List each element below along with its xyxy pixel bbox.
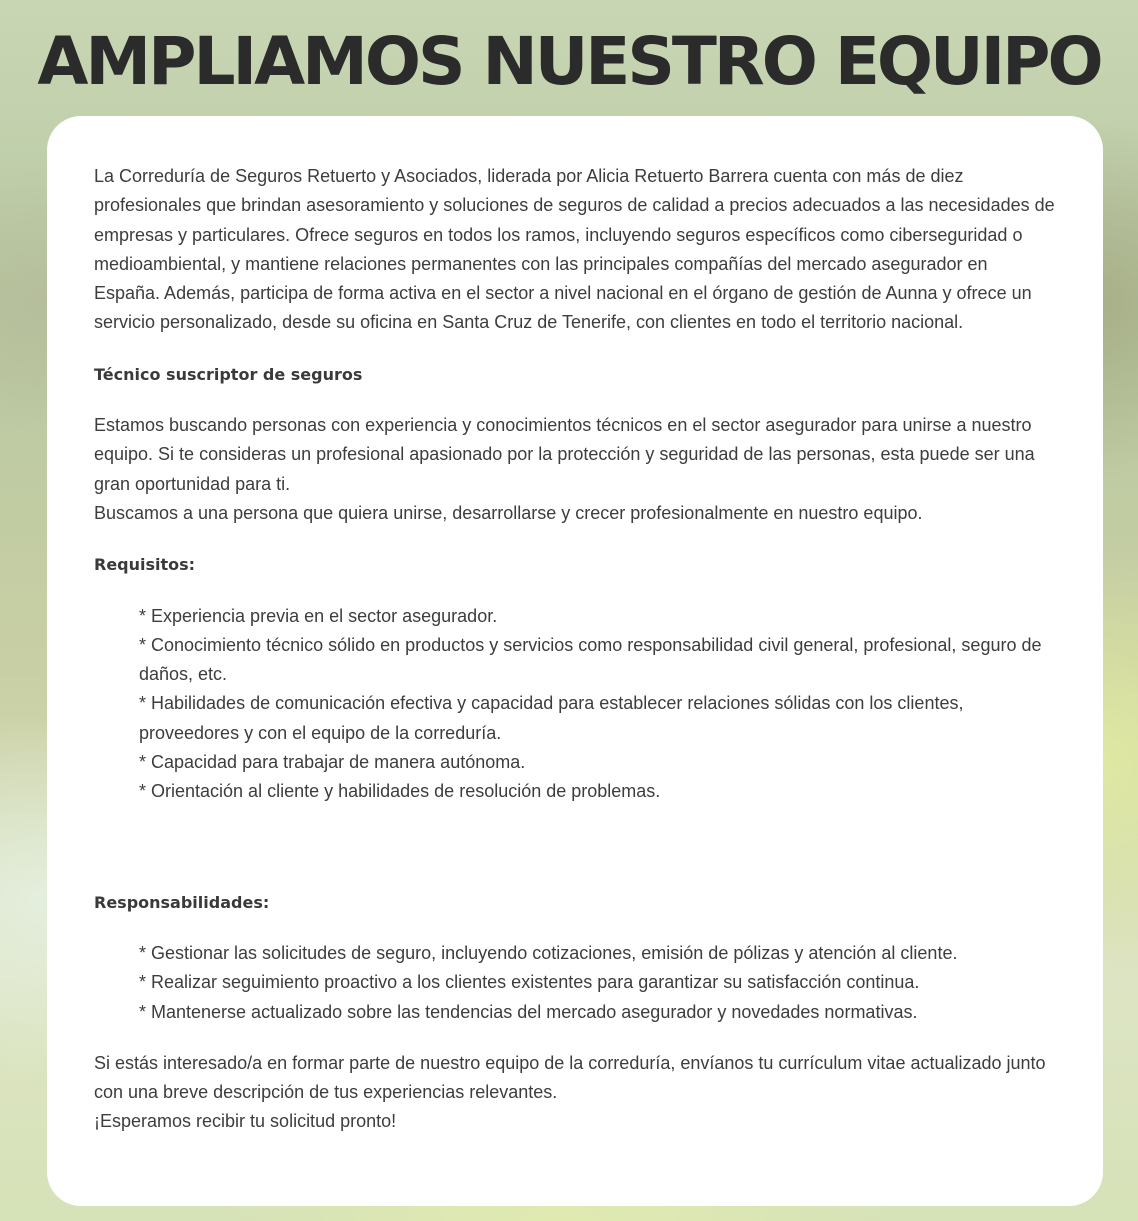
- list-item: * Gestionar las solicitudes de seguro, incluyendo cotizaciones, emisión de pólizas y atención al cliente.: [139, 942, 958, 963]
- list-item: * Capacidad para trabajar de manera autónoma.: [139, 752, 526, 773]
- spacer: [94, 829, 1057, 888]
- list-item: * Habilidades de comunicación efectiva y capacidad para establecer relaciones sólidas con los clientes, proveedores y con el equipo de la correduría.: [139, 693, 964, 743]
- responsibilities-list: [94, 939, 1057, 1027]
- closing-line: ¡Esperamos recibir tu solicitud pronto!: [94, 1111, 397, 1132]
- list-item: * Orientación al cliente y habilidades de resolución de problemas.: [139, 781, 661, 802]
- requirements-heading: Requisitos:: [94, 555, 196, 575]
- closing-line: Si estás interesado/a en formar parte de nuestro equipo de la correduría, envíanos tu currículum vitae actualizado junto con una breve descripción de tus experiencias relevantes.: [94, 1052, 1046, 1103]
- job-description-line: Estamos buscando personas con experiencia y conocimientos técnicos en el sector asegurador para unirse a nuestro equipo. Si te consideras un profesional apasionado por la protección y seguridad de las personas, esta puede ser una gran oportunidad para ti.: [94, 415, 1035, 494]
- list-item: * Conocimiento técnico sólido en productos y servicios como responsabilidad civil general, profesional, seguro de daños, etc.: [139, 634, 1042, 685]
- closing-text: [94, 1049, 1057, 1137]
- responsibilities-heading: Responsabilidades:: [94, 892, 270, 912]
- company-intro: La Correduría de Seguros Retuerto y Asociados, liderada por Alicia Retuerto Barrera cuenta con más de diez profesionales que brindan asesoramiento y soluciones de seguros de calidad a precios adecuados a las necesidades de empresas y particulares. Ofrece seguros en todos los ramos, incluyendo seguros específicos como ciberseguridad o medioambiental, y mantiene relaciones permanentes con las principales compañías del mercado asegurador en España. Además, participa de forma activa en el sector a nivel nacional en el órgano de gestión de Aunna y ofrece un servicio personalizado, desde su oficina en Santa Cruz de Tenerife, con clientes en todo el territorio nacional.: [94, 166, 1055, 333]
- list-item: * Realizar seguimiento proactivo a los clientes existentes para garantizar su satisfacción continua.: [139, 972, 920, 993]
- job-description: [94, 411, 1057, 528]
- job-description-line: Buscamos a una persona que quiera unirse, desarrollarse y crecer profesionalmente en nuestro equipo.: [94, 502, 923, 523]
- page-title: AMPLIAMOS NUESTRO EQUIPO: [37, 23, 1101, 100]
- job-title: Técnico suscriptor de seguros: [94, 364, 363, 384]
- list-item: * Experiencia previa en el sector asegurador.: [139, 605, 498, 626]
- list-item: * Mantenerse actualizado sobre las tendencias del mercado asegurador y novedades normativas.: [139, 1001, 918, 1022]
- requirements-list: [94, 602, 1057, 807]
- job-posting-card: [47, 116, 1103, 1206]
